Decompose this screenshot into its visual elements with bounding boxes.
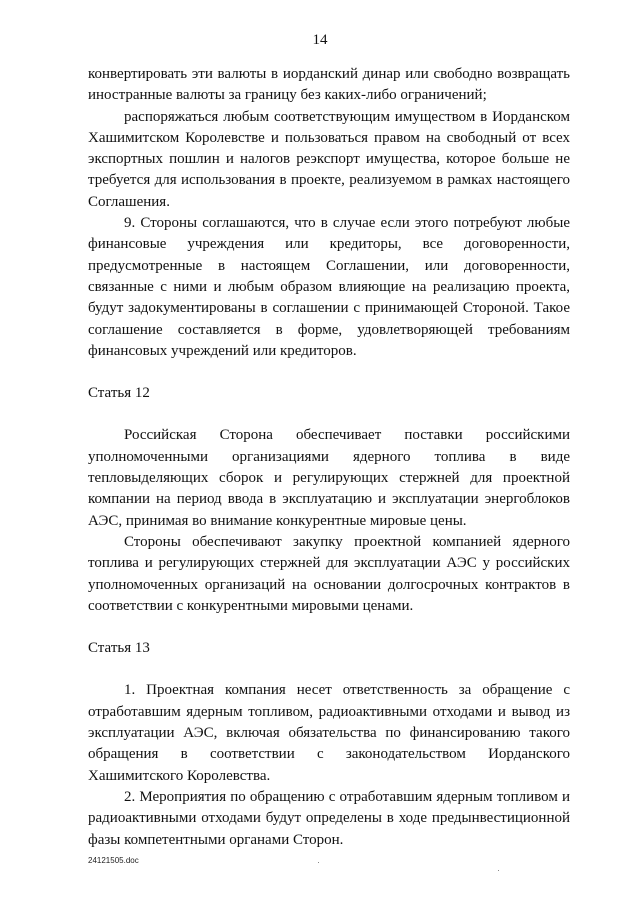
article-13-heading: Статья 13: [88, 640, 150, 657]
paragraph-item-1: 1. Проектная компания несет ответственность за обращение с отработавшим ядерным топливом, радиоактивными отходами и вывод из эксплуатации АЭС, включая обязательства по финансированию такого обращения в соответствии с законодательством Иорданского Хашимитского Королевства.: [88, 682, 570, 784]
scan-speck: [318, 862, 319, 863]
paragraph-fuel-supply: Российская Сторона обеспечивает поставки российскими уполномоченными организациями ядерного топлива в виде тепловыделяющих сборок и регулирующих стержней для проектной компании на период ввода в эксплуатацию и эксплуатации энергоблоков АЭС, принимая во внимание конкурентные мировые цены.: [88, 427, 570, 529]
paragraph-property-disposal: распоряжаться любым соответствующим имуществом в Иорданском Хашимитском Королевстве и пользоваться правом на свободный от всех экспортных пошлин и налогов реэкспорт имущества, которое больше не требуется для использования в проекте, реализуемом в рамках настоящего Соглашения.: [88, 108, 570, 210]
paragraph-item-9: 9. Стороны соглашаются, что в случае если этого потребуют любые финансовые учреждения или кредиторы, все договоренности, предусмотренные в настоящем Соглашении, или договоренности, связанные с ними и любым образом влияющие на реализацию проекта, будут задокументированы в соглашении с принимающей Стороной. Такое соглашение составляется в форме, удовлетворяющей требованиям финансовых учреждений или кредиторов.: [88, 215, 570, 359]
paragraph-continuation: конвертировать эти валюты в иорданский динар или свободно возвращать иностранные валюты за границу без каких-либо ограничений;: [88, 66, 570, 104]
paragraph-fuel-procurement: Стороны обеспечивают закупку проектной компанией ядерного топлива и регулирующих стержней для эксплуатации АЭС у российских уполномоченных организаций на основании долгосрочных контрактов в соответствии с конкурентными мировыми ценами.: [88, 533, 570, 614]
page-number: 14: [312, 32, 328, 48]
article-12-heading: Статья 12: [88, 385, 150, 402]
scan-speck: [498, 870, 499, 871]
file-name-footer: 24121505.doc: [88, 856, 139, 865]
paragraph-item-2: 2. Мероприятия по обращению с отработавшим ядерным топливом и радиоактивными отходами будут определены в ходе предынвестиционной фазы компетентными органами Сторон.: [88, 788, 570, 848]
document-body: [88, 64, 570, 851]
